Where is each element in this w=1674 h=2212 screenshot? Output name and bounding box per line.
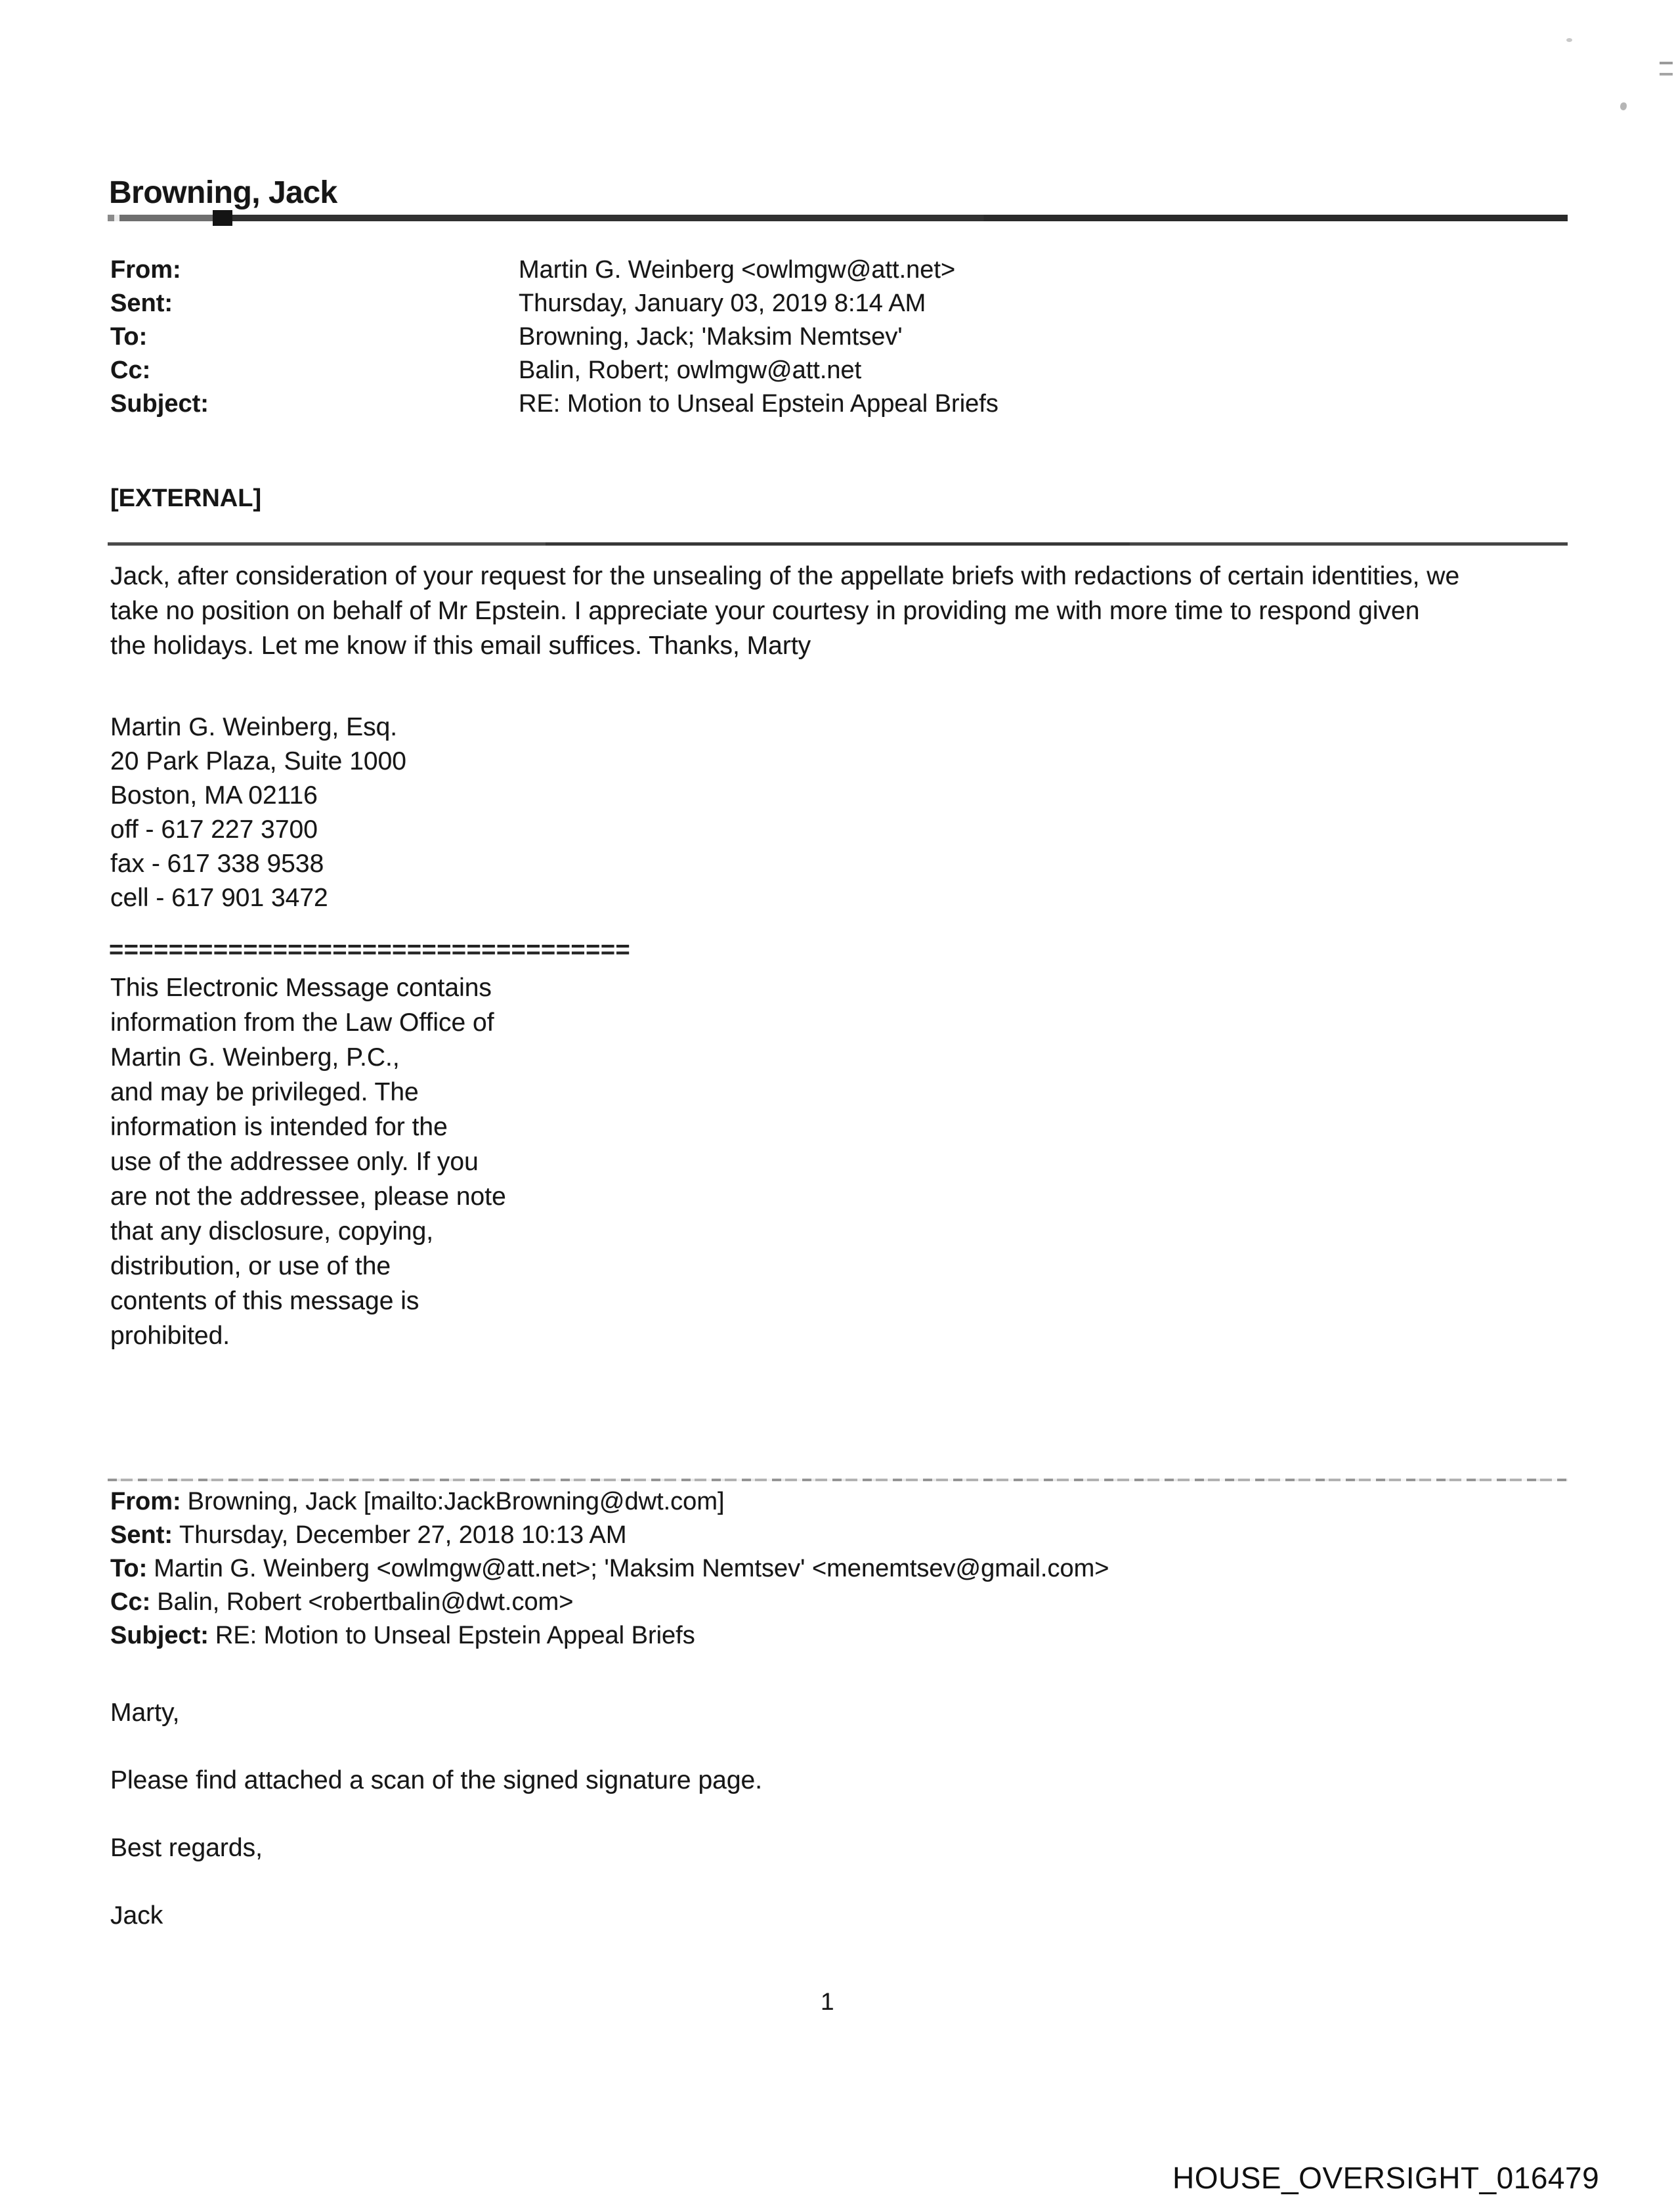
disclaimer-line: prohibited.	[110, 1322, 230, 1350]
email1-subject-label: Subject:	[110, 390, 209, 418]
email1-from-label: From:	[110, 256, 181, 284]
email1-body-line: the holidays. Let me know if this email suffices. Thanks, Marty	[110, 632, 811, 660]
disclaimer-line: distribution, or use of the	[110, 1252, 391, 1280]
scan-artifact-mark	[1620, 102, 1627, 110]
page-number: 1	[821, 1988, 834, 2015]
email2-salutation: Marty,	[110, 1699, 180, 1727]
email1-cc-value: Balin, Robert; owlmgw@att.net	[519, 357, 862, 384]
disclaimer-block	[110, 970, 506, 1353]
title-underline	[108, 215, 1568, 221]
disclaimer-line: and may be privileged. The	[110, 1078, 419, 1106]
email1-header-row	[110, 323, 998, 357]
disclaimer-line: are not the addressee, please note	[110, 1182, 506, 1211]
scan-artifact-mark	[1566, 38, 1572, 42]
email2-header-row	[110, 1519, 1109, 1552]
disclaimer-line: information is intended for the	[110, 1113, 448, 1141]
signature-name: Martin G. Weinberg, Esq.	[110, 713, 398, 741]
email1-header-row	[110, 357, 998, 390]
scan-artifact-blob	[213, 210, 232, 226]
email1-sent-label: Sent:	[110, 290, 173, 317]
email2-to-label: To:	[110, 1555, 148, 1582]
email1-header-block	[110, 256, 998, 423]
signature-cell: cell - 617 901 3472	[110, 884, 328, 912]
signature-address: 20 Park Plaza, Suite 1000	[110, 747, 406, 775]
email2-to-value: Martin G. Weinberg <owlmgw@att.net>; 'Maksim Nemtsev' <menemtsev@gmail.com>	[154, 1555, 1109, 1582]
email1-body-line: Jack, after consideration of your request for the unsealing of the appellate briefs with redactions of certain identities, we	[110, 562, 1460, 590]
email2-body-line: Please find attached a scan of the signed signature page.	[110, 1766, 763, 1794]
bates-number: HOUSE_OVERSIGHT_016479	[1172, 2161, 1600, 2195]
email1-body	[110, 559, 1459, 663]
email2-signoff: Jack	[110, 1901, 163, 1930]
email1-sent-value: Thursday, January 03, 2019 8:14 AM	[519, 290, 926, 317]
signature-city: Boston, MA 02116	[110, 781, 318, 810]
disclaimer-line: use of the addressee only. If you	[110, 1148, 479, 1176]
email2-sent-label: Sent:	[110, 1521, 173, 1549]
email1-subject-value: RE: Motion to Unseal Epstein Appeal Briefs	[519, 390, 998, 418]
email2-cc-label: Cc:	[110, 1588, 151, 1616]
email2-from-label: From:	[110, 1488, 181, 1515]
email1-header-row	[110, 390, 998, 423]
scan-artifact-mark	[1660, 62, 1673, 76]
email2-closing: Best regards,	[110, 1834, 263, 1862]
disclaimer-line: that any disclosure, copying,	[110, 1217, 434, 1246]
email1-signature-block	[110, 710, 406, 915]
email2-header-block	[110, 1485, 1109, 1653]
email2-subject-value: RE: Motion to Unseal Epstein Appeal Briefs	[215, 1622, 695, 1649]
equals-separator: ===================================	[109, 936, 631, 964]
dashed-separator	[108, 1479, 1568, 1481]
email2-sent-value: Thursday, December 27, 2018 10:13 AM	[179, 1521, 627, 1549]
email1-header-row	[110, 290, 998, 323]
email1-header-row	[110, 256, 998, 290]
email1-cc-label: Cc:	[110, 357, 151, 384]
email1-body-line: take no position on behalf of Mr Epstein. I appreciate your courtesy in providing me with more time to respond given	[110, 597, 1420, 625]
disclaimer-line: This Electronic Message contains	[110, 974, 492, 1002]
email1-to-value: Browning, Jack; 'Maksim Nemtsev'	[519, 323, 903, 351]
email2-header-row	[110, 1619, 1109, 1653]
email2-cc-value: Balin, Robert <robertbalin@dwt.com>	[157, 1588, 574, 1616]
email1-from-value: Martin G. Weinberg <owlmgw@att.net>	[519, 256, 956, 284]
signature-office-phone: off - 617 227 3700	[110, 815, 318, 844]
page-title: Browning, Jack	[109, 175, 337, 210]
disclaimer-line: contents of this message is	[110, 1287, 419, 1315]
email2-header-row	[110, 1485, 1109, 1519]
body-divider-rule	[108, 542, 1568, 546]
email2-header-row	[110, 1552, 1109, 1586]
email2-from-value: Browning, Jack [mailto:JackBrowning@dwt.com]	[187, 1488, 725, 1515]
email1-to-label: To:	[110, 323, 148, 351]
disclaimer-line: information from the Law Office of	[110, 1008, 494, 1037]
email2-header-row	[110, 1586, 1109, 1619]
disclaimer-line: Martin G. Weinberg, P.C.,	[110, 1043, 400, 1072]
external-tag: [EXTERNAL]	[110, 485, 262, 512]
email2-subject-label: Subject:	[110, 1622, 209, 1649]
email2-body	[110, 1695, 762, 1966]
signature-fax: fax - 617 338 9538	[110, 850, 324, 878]
